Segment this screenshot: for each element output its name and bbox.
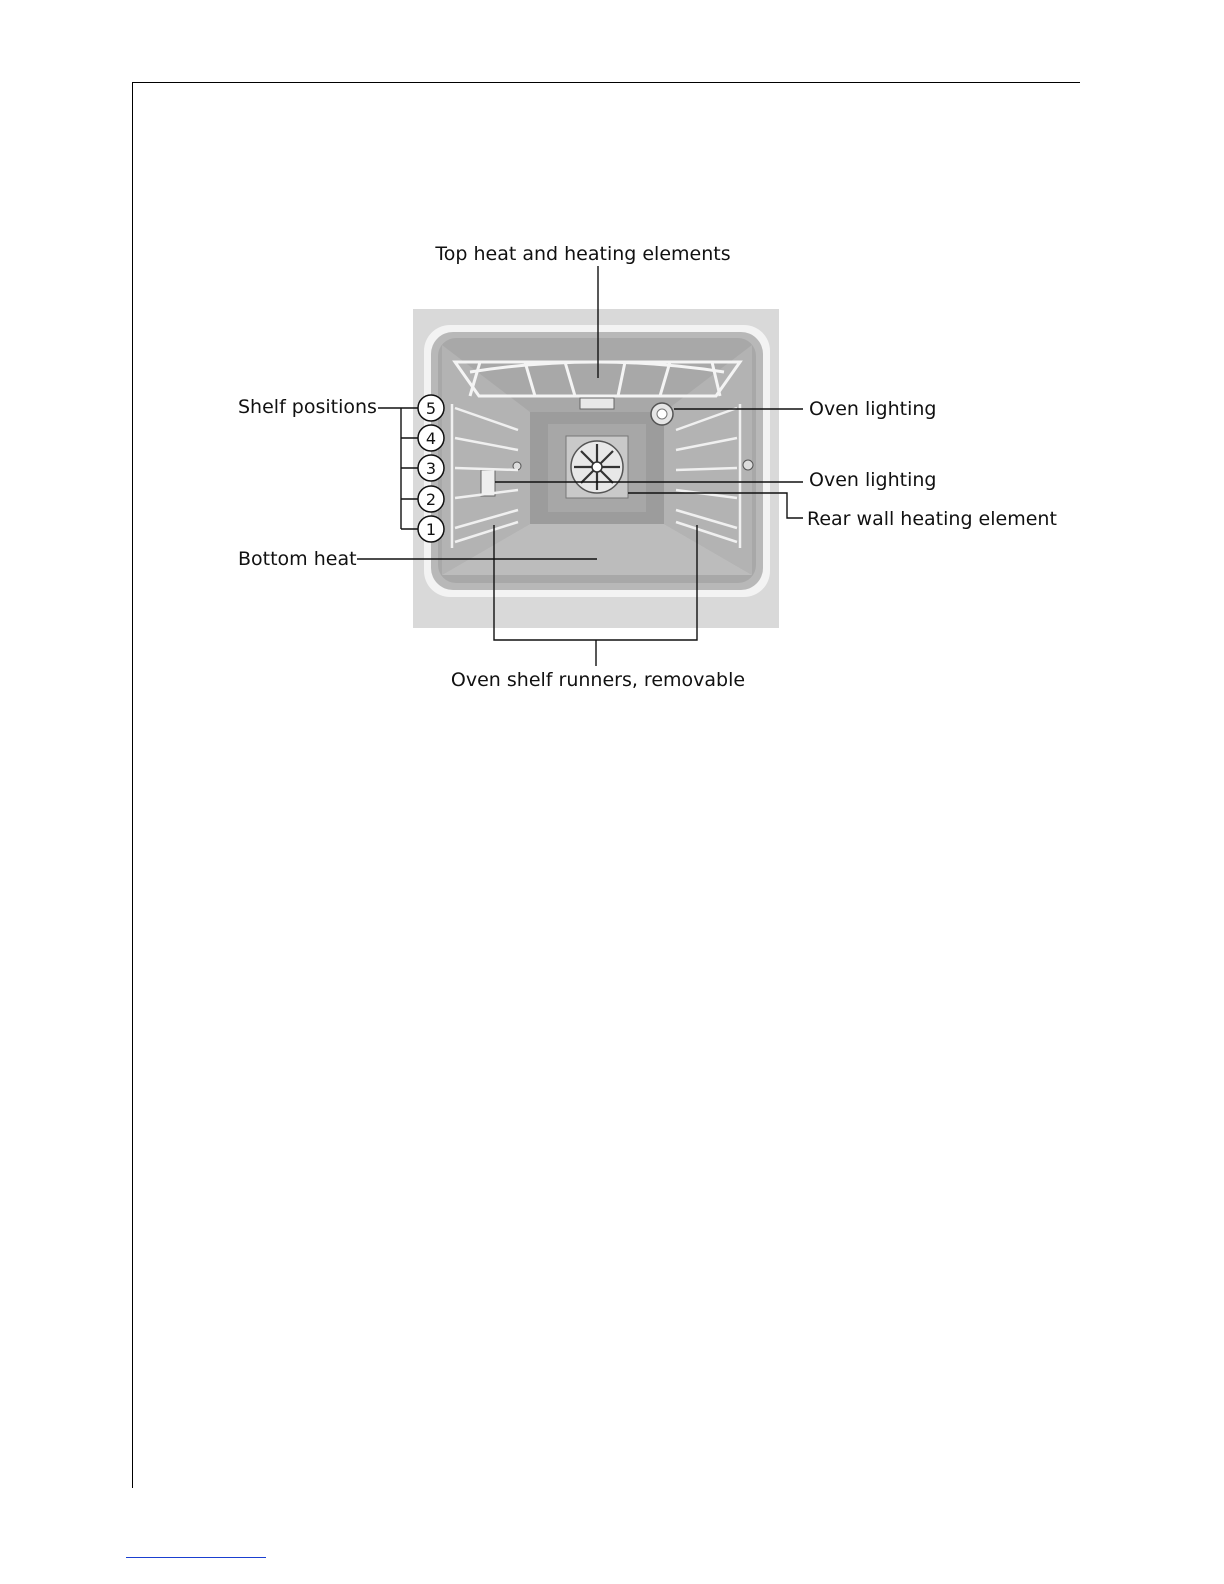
shelf-number-3: [418, 455, 444, 481]
shelf-number-4: [418, 425, 444, 451]
label-oven-lighting-top: Oven lighting: [809, 398, 937, 420]
shelf-number-2: [418, 486, 444, 512]
oven-cavity-illustration: [413, 309, 779, 628]
svg-text:3: 3: [425, 459, 437, 478]
right-wall-knob: [743, 460, 753, 470]
svg-text:1: 1: [425, 520, 437, 539]
oven-light-top-icon: [651, 403, 673, 425]
shelf-number-5: [418, 395, 444, 421]
fan-icon: [566, 436, 628, 498]
label-bottom-heat: Bottom heat: [238, 548, 357, 570]
label-oven-lighting-side: Oven lighting: [809, 469, 937, 491]
top-element-bracket: [580, 398, 614, 409]
label-rear-wall: Rear wall heating element: [807, 508, 1057, 530]
svg-text:2: 2: [425, 490, 437, 509]
label-top-heat: Top heat and heating elements: [435, 243, 731, 265]
svg-text:5: 5: [425, 399, 437, 418]
shelf-number-1: [418, 516, 444, 542]
label-shelf-runners: Oven shelf runners, removable: [450, 669, 746, 691]
callout-shelf-bracket: [378, 408, 418, 529]
label-shelf-positions: Shelf positions: [238, 396, 377, 418]
svg-text:4: 4: [425, 429, 437, 448]
